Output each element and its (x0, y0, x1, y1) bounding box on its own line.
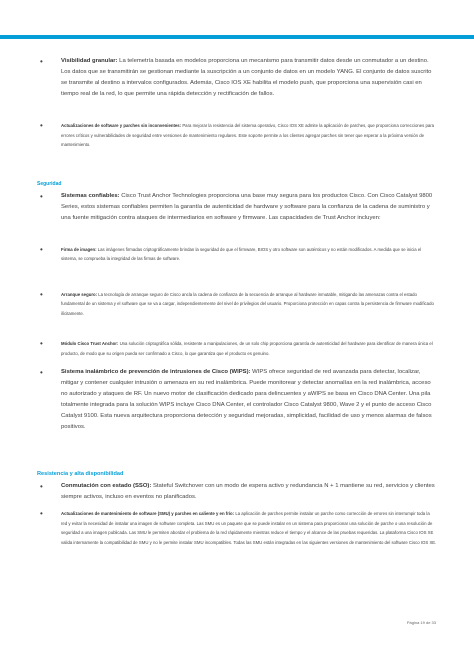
bullet: • (40, 57, 43, 66)
bullet: • (40, 368, 43, 377)
list-item (37, 509, 437, 547)
item-label: Firma de imagen: (61, 246, 97, 252)
header-accent-bar (0, 35, 474, 39)
item-text: La telemetría basada en modelos proporciona un mecanismo para transmitir datos desde un conmutador a un destino. Los datos que se transmitirán se gestionan mediante la suscripción a un conjunto de datos en un modelo YANG. El conjunto de datos suscrito se transmite al destino a intervalos configurados. Además, Cisco IOS XE habilita el modelo push, que proporciona una supervisión casi en tiempo real de la red, lo que permite una rápida detección y rectificación de fallos. (61, 58, 432, 97)
list-item (37, 481, 437, 503)
item-label: Sistema inalámbrico de prevención de intrusiones de Cisco (WIPS): (61, 369, 251, 375)
list-item (37, 56, 437, 100)
item-label: Actualizaciones de software y parches sin inconvenientes: (61, 123, 182, 128)
item-text: Stateful Switchover con un modo de espera activo y redundancia N + 1 mantiene su red, servicios y clientes siempre activos, incluso en eventos no planificados. (61, 483, 435, 500)
bullet: • (40, 509, 43, 518)
bullet: • (40, 244, 43, 254)
list-item (37, 367, 437, 433)
item-label: Actualizaciones de mantenimiento de software (SMU) y parches en caliente y en frío: (61, 511, 235, 516)
item-text: La aplicación de parches permite instalar un parche como corrección de errores sin interrumpir toda la red y evitar la necesidad de instalar una imagen de software completa. Las SMU es un paquete que se puede instalar en un sistema para proporcionar una solución de parche o una resolución de seguridad a una imagen publicada. Las SMU le permiten abordar el problema de la red rápidamente mientras reduce el tiempo y el alcance de las pruebas requeridas. La plataforma Cisco IOS XE valida internamente la compatibilidad de SMU y no le permite instalar SMU incompatibles. Todas las SMU están integradas en las siguientes versiones de mantenimiento del software Cisco IOS XE. (61, 511, 437, 545)
item-label: Módulo Cisco Trust Anchor: (61, 341, 119, 346)
item-label: Sistemas confiables: (61, 192, 120, 199)
bullet: • (40, 191, 43, 201)
section-heading-security: Seguridad (37, 180, 62, 187)
item-text: Una solución criptográfica sólida, resistente a manipulaciones, de un solo chip proporciona garantía de autenticidad del hardware para identificar de manera única el producto, de modo que su origen pueda ser confirmado a Cisco, lo que garantiza que el producto es genuino. (61, 341, 433, 356)
item-label: Visibilidad granular: (61, 58, 118, 64)
bullet: • (40, 482, 43, 491)
list-item (37, 245, 437, 264)
bullet: • (40, 121, 43, 130)
item-label: Arranque seguro: (61, 291, 98, 297)
page-content (37, 56, 437, 547)
list-item (37, 339, 437, 358)
item-text: Las imágenes firmadas criptográficamente brindan la seguridad de que el firmware, BIOS y otro software son auténticos y no están modificados. A medida que se inicia el sistema, se comprueba la integridad de las firmas de software. (61, 246, 422, 261)
item-label: Conmutación con estado (SSO): (61, 483, 152, 489)
item-text: Para mejorar la resistencia del sistema operativo, Cisco IOS XE admite la aplicación de parches, que proporciona correcciones para errores críticos y vulnerabilidades de seguridad entre versiones de mantenimiento regulares. Este soporte permite a los clientes agregar parches sin tener que esperar a la próxima versión de mantenimiento. (61, 123, 435, 147)
item-text: La tecnología de arranque seguro de Cisco ancla la cadena de confianza de la secuencia de arranque al hardware inmutable, mitigando las amenazas contra el estado fundamental de un sistema y el software que se va a cargar, independientemente del nivel de privilegios del usuario. Proporciona protección en capas contra la persistencia de firmware modificado ilícitamente. (61, 291, 434, 316)
bullet: • (40, 339, 43, 348)
page-number: Página 19 de 33 (406, 620, 436, 625)
item-text: Cisco Trust Anchor Technologies proporciona una base muy segura para los productos Cisco. Con Cisco Catalyst 9800 Series, estos sistemas confiables permiten la garantía de autenticidad de hardware y software para la confianza de la cadena de suministro y una fuente mitigación contra ataques de intermediarios en software y firmware. Las capacidades de Trust Anchor incluyen: (61, 192, 433, 221)
list-item (37, 191, 437, 224)
list-item (37, 121, 437, 150)
item-text: WIPS ofrece seguridad de red avanzada para detectar, localizar, mitigar y contener cualquier intrusión o amenaza en su red inalámbrica. Puede monitorear y detectar anomalías en la red inalámbrica, acceso no autorizado y ataques de RF. Un nuevo motor de clasificación dedicado para delincuentes y aWIPS se basa en Cisco DNA Center. Una pila totalmente integrada para la solución WIPS incluye Cisco DNA Center, el controlador Cisco Catalyst 9800, Wave 2 y el punto de acceso Cisco Catalyst 9100. Esta nueva arquitectura proporciona detección y seguridad mejoradas, simplicidad, facilidad de uso y menos alarmas de falsos positivos. (61, 369, 432, 430)
bullet: • (40, 289, 43, 299)
section-heading-resilience: Resistencia y alta disponibilidad (37, 471, 124, 477)
list-item (37, 290, 437, 319)
